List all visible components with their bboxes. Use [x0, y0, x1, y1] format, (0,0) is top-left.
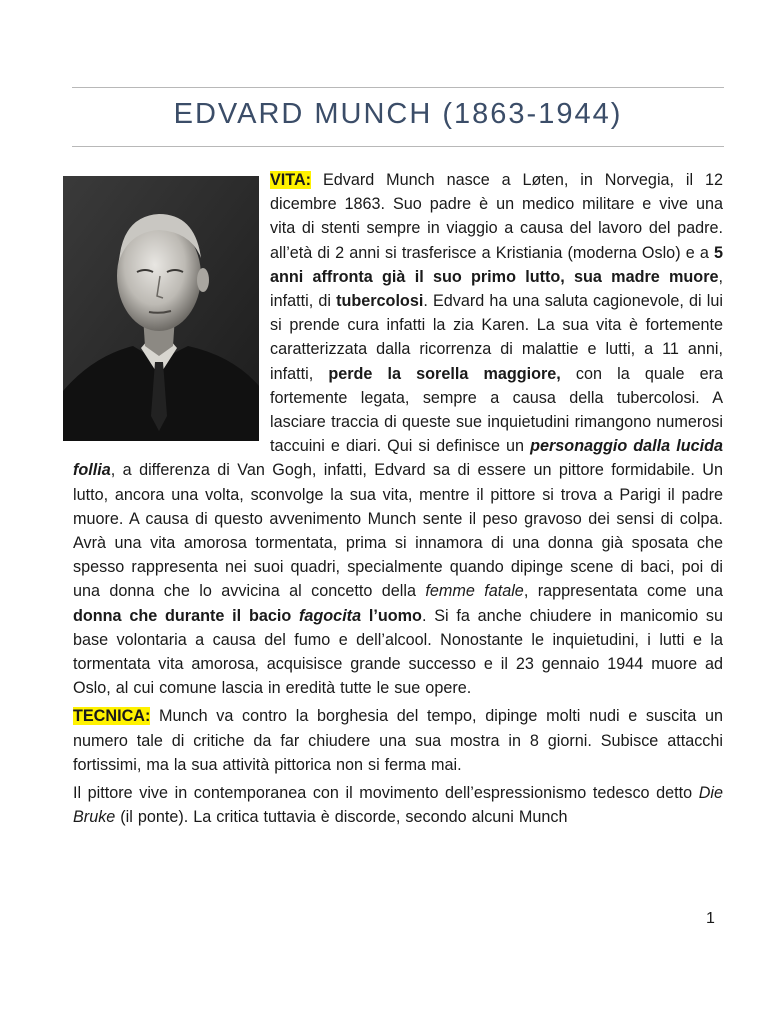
vita-bold-italic-2: fagocita [299, 606, 362, 625]
vita-text-7: . Si fa anche chiudere in manicomio su base volontaria a causa del fumo e dell’alcool. Nonostante le inquietudini, i lutti e la tormentata vita amorosa, acquisisce grande successo e il 23 gennaio 1944 muore ad Oslo, al cui comune lascia in eredità tutte le sue opere. [73, 606, 723, 698]
vita-bold-1: 5 anni affronta già il suo primo lutto, sua madre muore [270, 243, 723, 286]
vita-text-6: , rappresentata come una [523, 582, 723, 601]
vita-bold-italic-1: personaggio dalla lucida follia [73, 437, 724, 480]
tecnica-paragraph [73, 704, 723, 777]
title-bottom-rule [72, 146, 724, 147]
vita-text-1: Edvard Munch nasce a Løten, in Norvegia, il 12 dicembre 1863. Suo padre è un medico militare e vive una vita di stenti sempre in viaggio a causa del lavoro del padre. all’età di 2 anni si trasferisce a Kristiania (moderna Oslo) e a [270, 171, 723, 262]
pittore-italic-1: Die Bruke [73, 784, 723, 827]
page-number: 1 [706, 910, 715, 927]
vita-bold-4: donna che durante il bacio [73, 606, 300, 625]
vita-label: VITA: [270, 171, 312, 189]
vita-bold-2: tubercolosi [336, 292, 424, 311]
vita-bold-3: perde la sorella maggiore, [328, 364, 561, 383]
vita-text-5: , a differenza di Van Gogh, infatti, Edvard sa di essere un pittore formidabile. Un lutto, ancora una volta, sconvolge la sua vita, mentre il pittore si trova a Parigi il padre muore. A causa di questo avvenimento Munch sente il peso gravoso dei sensi di colpa. Avrà una vita amorosa tormentata, prima si innamora di una donna già sposata che spesso rappresenta nei suoi quadri, specialmente quando dipinge scene di baci, poi di una donna che lo avvicina al concetto della [73, 461, 723, 601]
pittore-text-2: (il ponte). La critica tuttavia è discorde, secondo alcuni Munch [115, 808, 568, 827]
vita-text-4: con la quale era fortemente legata, sempre a causa della tubercolosi. A lasciare traccia di queste sue inquietudini rimangono numerosi taccuini e diari. Qui si definisce un [270, 364, 723, 456]
pittore-text-1: Il pittore vive in contemporanea con il movimento dell’espressionismo tedesco detto [73, 784, 699, 803]
article-body [63, 168, 723, 829]
page-title: EDVARD MUNCH (1863-1944) [173, 98, 623, 130]
vita-text-3: . Edvard ha una saluta cagionevole, di lui si prende cura infatti la zia Karen. La sua vita è fortemente caratterizzata dalla ricorrenza di malattie e lutti, a 11 anni, infatti, [270, 292, 723, 383]
vita-bold-5: l’uomo [361, 606, 422, 625]
vita-text-2: , infatti, di [270, 267, 723, 311]
tecnica-text-1: Munch va contro la borghesia del tempo, dipinge molti nudi e suscita un numero tale di critiche da far chiudere una sua mostra in 8 giorni. Subisce attacchi fortissimi, ma la sua attività pittorica non si ferma mai. [73, 707, 723, 774]
title-top-rule [72, 87, 724, 88]
pittore-paragraph [73, 781, 723, 829]
tecnica-label: TECNICA: [73, 707, 151, 726]
vita-italic-1: femme fatale [425, 582, 524, 601]
